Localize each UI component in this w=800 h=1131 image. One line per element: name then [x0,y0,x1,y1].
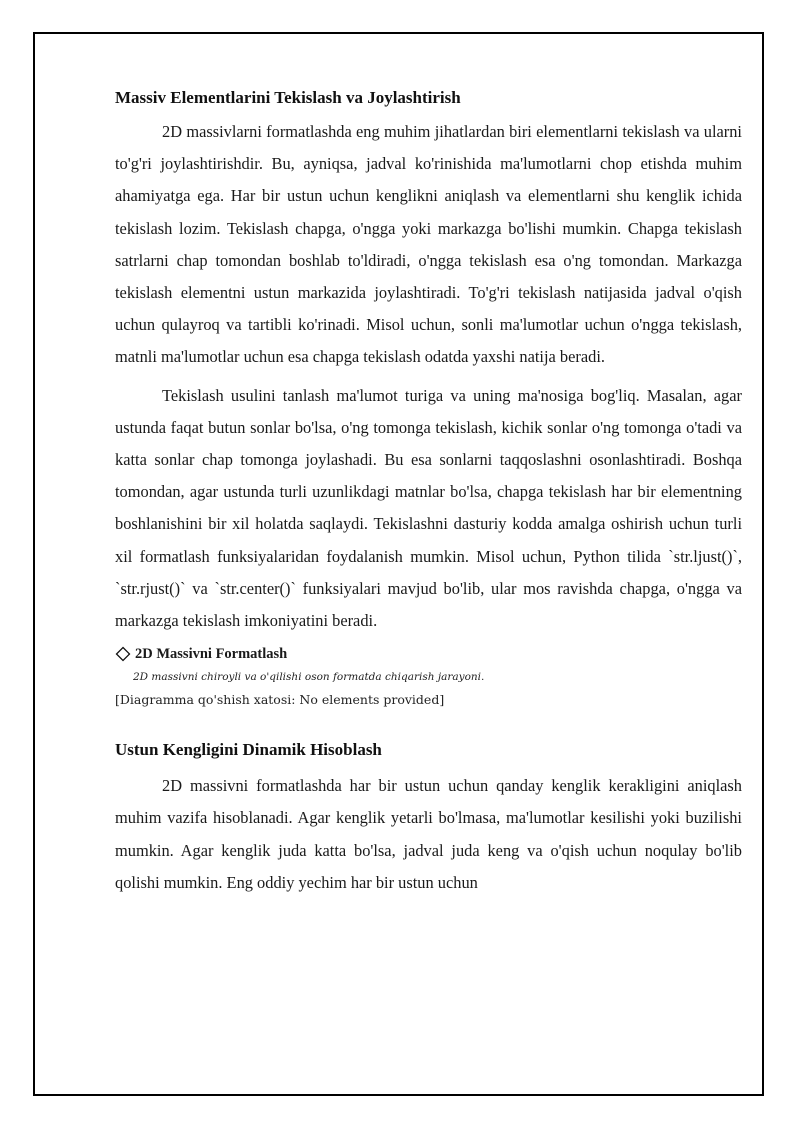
section-heading-alignment: Massiv Elementlarini Tekislash va Joylashtirish [115,88,461,107]
tag-icon [115,646,131,662]
diagram-error-message: [Diagramma qo'shish xatosi: No elements provided] [115,692,445,708]
paragraph: Tekislash usulini tanlash ma'lumot turiga va uning ma'nosiga bog'liq. Masalan, agar ustunda faqat butun sonlar bo'lsa, o'ng tomonga tekislash, kichik sonlar o'ng tomonga o'tadi va katta sonlar chap tomonga joylashadi. Bu esa sonlarni taqqoslashni osonlashtiradi. Boshqa tomondan, agar ustunda turli uzunlikdagi matnlar bo'lsa, chapga tekislash har bir elementning boshlanishini bir xil holatda saqlaydi. Tekislashni dasturiy kodda amalga oshirish uchun turli xil formatlash funksiyalaridan foydalanish mumkin. Misol uchun, Python tilida `str.ljust()`, `str.rjust()` va `str.center()` funksiyalari mavjud bo'lib, ular mos ravishda chapga, o'ngga va markazga tekislash imkoniyatini beradi. [115,385,742,631]
diagram-title: 2D Massivni Formatlash [135,646,288,663]
section-heading-column-width: Ustun Kengligini Dinamik Hisoblash [115,740,382,760]
diagram-caption: 2D massivni chiroyli va o'qilishi oson formatda chiqarish jarayoni. [133,671,485,684]
paragraph: 2D massivlarni formatlashda eng muhim jihatlardan biri elementlarni tekislash va ularni to'g'ri joylashtirishdir. Bu, ayniqsa, jadval ko'rinishida ma'lumotlarni chop etishda muhim ahamiyatga ega. Har bir ustun uchun kenglikni aniqlash va elementlarni shu kenglik ichida tekislash lozim. Tekislash chapga, o'ngga yoki markazga bo'lishi mumkin. Chapga tekislash satrlarni chap tomondan boshlab to'ldiradi, o'ngga tekislash esa o'ng tomondan. Markazga tekislash elementni ustun markazida joylashtiradi. To'g'ri tekislash natijasida jadval o'qish uchun qulayroq va tartibli ko'rinadi. Misol uchun, sonli ma'lumotlar uchun o'ngga tekislash, matnli ma'lumotlar uchun esa chapga tekislash odatda yaxshi natija beradi. [115,122,742,367]
diagram-title-row [115,643,742,665]
document-content [115,86,742,905]
paragraph: 2D massivni formatlashda har bir ustun uchun qanday kenglik kerakligini aniqlash muhim vazifa hisoblanadi. Agar kenglik yetarli bo'lmasa, ma'lumotlar kesilishi yoki buzilishi mumkin. Agar kenglik juda katta bo'lsa, jadval juda keng va o'qish uchun noqulay bo'lib qolishi mumkin. Eng oddiy yechim har bir ustun uchun [115,776,742,892]
diagram-block [115,643,742,709]
